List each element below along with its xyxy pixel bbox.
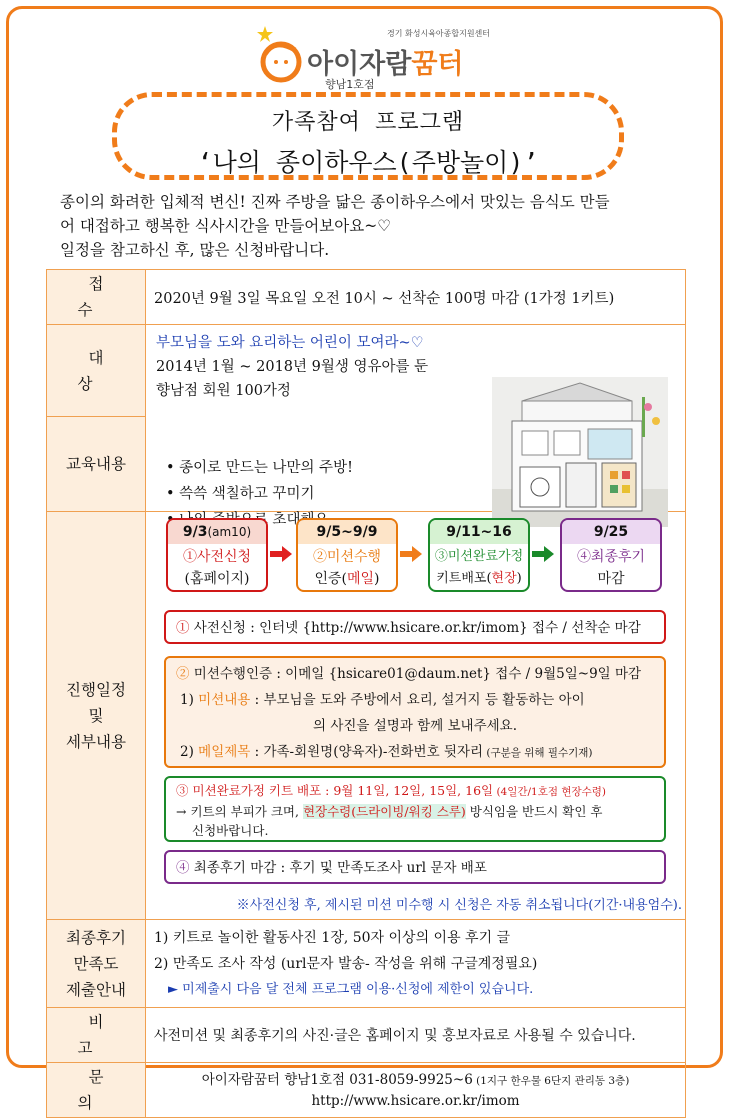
step-sub: 키트배포(현장) (436, 571, 522, 586)
step-title: ②미션수행 (312, 549, 382, 565)
label-remark: 비 고 (47, 1008, 146, 1063)
step-title: ①사전신청 (182, 549, 252, 565)
row-review (47, 920, 686, 1008)
info-table (46, 269, 686, 1118)
row-schedule (47, 512, 686, 920)
step-mission (296, 518, 398, 592)
program-title: ‘나의 종이하우스(주방놀이)’ (197, 148, 539, 177)
arrow-right-icon (270, 546, 292, 562)
program-type: 가족참여 프로그램 (271, 110, 465, 135)
review-item: 2) 만족도 조사 작성 (url문자 발송- 작성을 위해 구글계정필요) (154, 955, 538, 972)
logo-name-main: 아이자람 (307, 49, 412, 80)
detail-apply: ① 사전신청 : 인터넷 {http://www.hsicare.or.kr/imom} 접수 / 선착순 마감 (164, 610, 666, 644)
intro-text (60, 190, 680, 262)
detail-kit: ③ 미션완료가정 키트 배포 : 9월 11일, 12일, 15일, 16일 (4일간/1호점 현장수령) → 키트의 부피가 크며, 현장수령(드라이빙/워킹 스루) 방식임을 반드시 확인 후 신청바랍니다. (164, 776, 666, 842)
step-date-note: (am10) (207, 525, 252, 539)
logo-branch: 향남1호점 (325, 78, 375, 91)
arrow-right-icon (400, 546, 422, 562)
logo (255, 14, 495, 91)
intro-line: 일정을 참고하신 후, 많은 신청바랍니다. (60, 241, 330, 259)
arrow-right-icon (532, 546, 554, 562)
intro-line: 종이의 화려한 입체적 변신! 진짜 주방을 닮은 종이하우스에서 맛있는 음식도 만들 (60, 193, 610, 211)
reception-text: 2020년 9월 3일 목요일 오전 10시 ~ 선착순 100명 마감 (1가정 1키트) (146, 270, 686, 325)
step-sub: (홈페이지) (184, 571, 250, 587)
list-item: • 쓱쓱 색칠하고 꾸미기 (166, 481, 353, 507)
logo-name-accent: 꿈터 (411, 49, 464, 80)
label-education: 교육내용 (47, 417, 146, 512)
step-sub: 마감 (597, 571, 625, 587)
step-date: 9/25 (562, 520, 660, 544)
detail-mission: ② 미션수행인증 : 이메일 {hsicare01@daum.net} 접수 / 9월5일~9일 마감 1) 미션내용 : 부모님을 도와 주방에서 요리, 설거지 등 활동하는 아이 의 사진을 설명과 함께 보내주세요. 2) 메일제목 : 가족-회원명(양육자)-전화번호 뒷자리 (구분을 위해 필수기재) (164, 656, 666, 768)
row-target (47, 325, 686, 417)
step-date: 9/3 (182, 524, 208, 540)
label-reception: 접 수 (47, 270, 146, 325)
step-title: ④최종후기 (576, 549, 646, 565)
target-headline: 부모님을 도와 요리하는 어린이 모여라~♡ (156, 335, 424, 351)
review-item: 1) 키트로 놀이한 활동사진 1장, 50자 이상의 이용 후기 글 (154, 929, 511, 946)
step-date: 9/11~16 (430, 520, 528, 544)
label-review: 최종후기 만족도 제출안내 (47, 920, 146, 1008)
step-kit (428, 518, 530, 592)
label-target: 대 상 (47, 325, 146, 417)
step-title: ③미션완료가정 (434, 549, 524, 564)
remark-text: 사전미션 및 최종후기의 사진·글은 홈페이지 및 홍보자료로 사용될 수 있습니다. (146, 1008, 686, 1063)
step-sub: 인증(메일) (314, 571, 380, 587)
title-box (112, 92, 624, 180)
logo-subtitle: 경기 화성시육아종합지원센터 (387, 29, 491, 38)
schedule-footnote: ※사전신청 후, 제시된 미션 미수행 시 신청은 자동 취소됩니다(기간·내용엄수). (236, 898, 682, 913)
label-contact: 문 의 (47, 1063, 146, 1118)
step-date: 9/5~9/9 (298, 520, 396, 544)
list-item: • 종이로 만드는 나만의 주방! (166, 455, 353, 481)
step-review (560, 518, 662, 592)
review-warning: ► 미제출시 다음 달 전체 프로그램 이용·신청에 제한이 있습니다. (168, 981, 534, 997)
row-reception (47, 270, 686, 325)
contact-url[interactable]: http://www.hsicare.or.kr/imom (311, 1092, 520, 1109)
step-apply (166, 518, 268, 592)
paper-kitchen-photo (492, 377, 668, 527)
detail-review: ④ 최종후기 마감 : 후기 및 만족도조사 url 문자 배포 (164, 850, 666, 884)
logo-face-icon (255, 24, 303, 84)
intro-line: 어 대접하고 행복한 식사시간을 만들어보아요~♡ (60, 217, 392, 235)
target-age: 2014년 1월 ~ 2018년 9월생 영유아를 둔 (156, 359, 429, 375)
label-schedule: 진행일정 및 세부내용 (47, 512, 146, 920)
target-members: 향남점 회원 100가정 (156, 383, 291, 399)
contact-info: 아이자람꿈터 향남1호점 031-8059-9925~6 (1지구 한우물 6단지 관리동 3층) (201, 1071, 630, 1088)
row-remark (47, 1008, 686, 1063)
row-contact (47, 1063, 686, 1118)
